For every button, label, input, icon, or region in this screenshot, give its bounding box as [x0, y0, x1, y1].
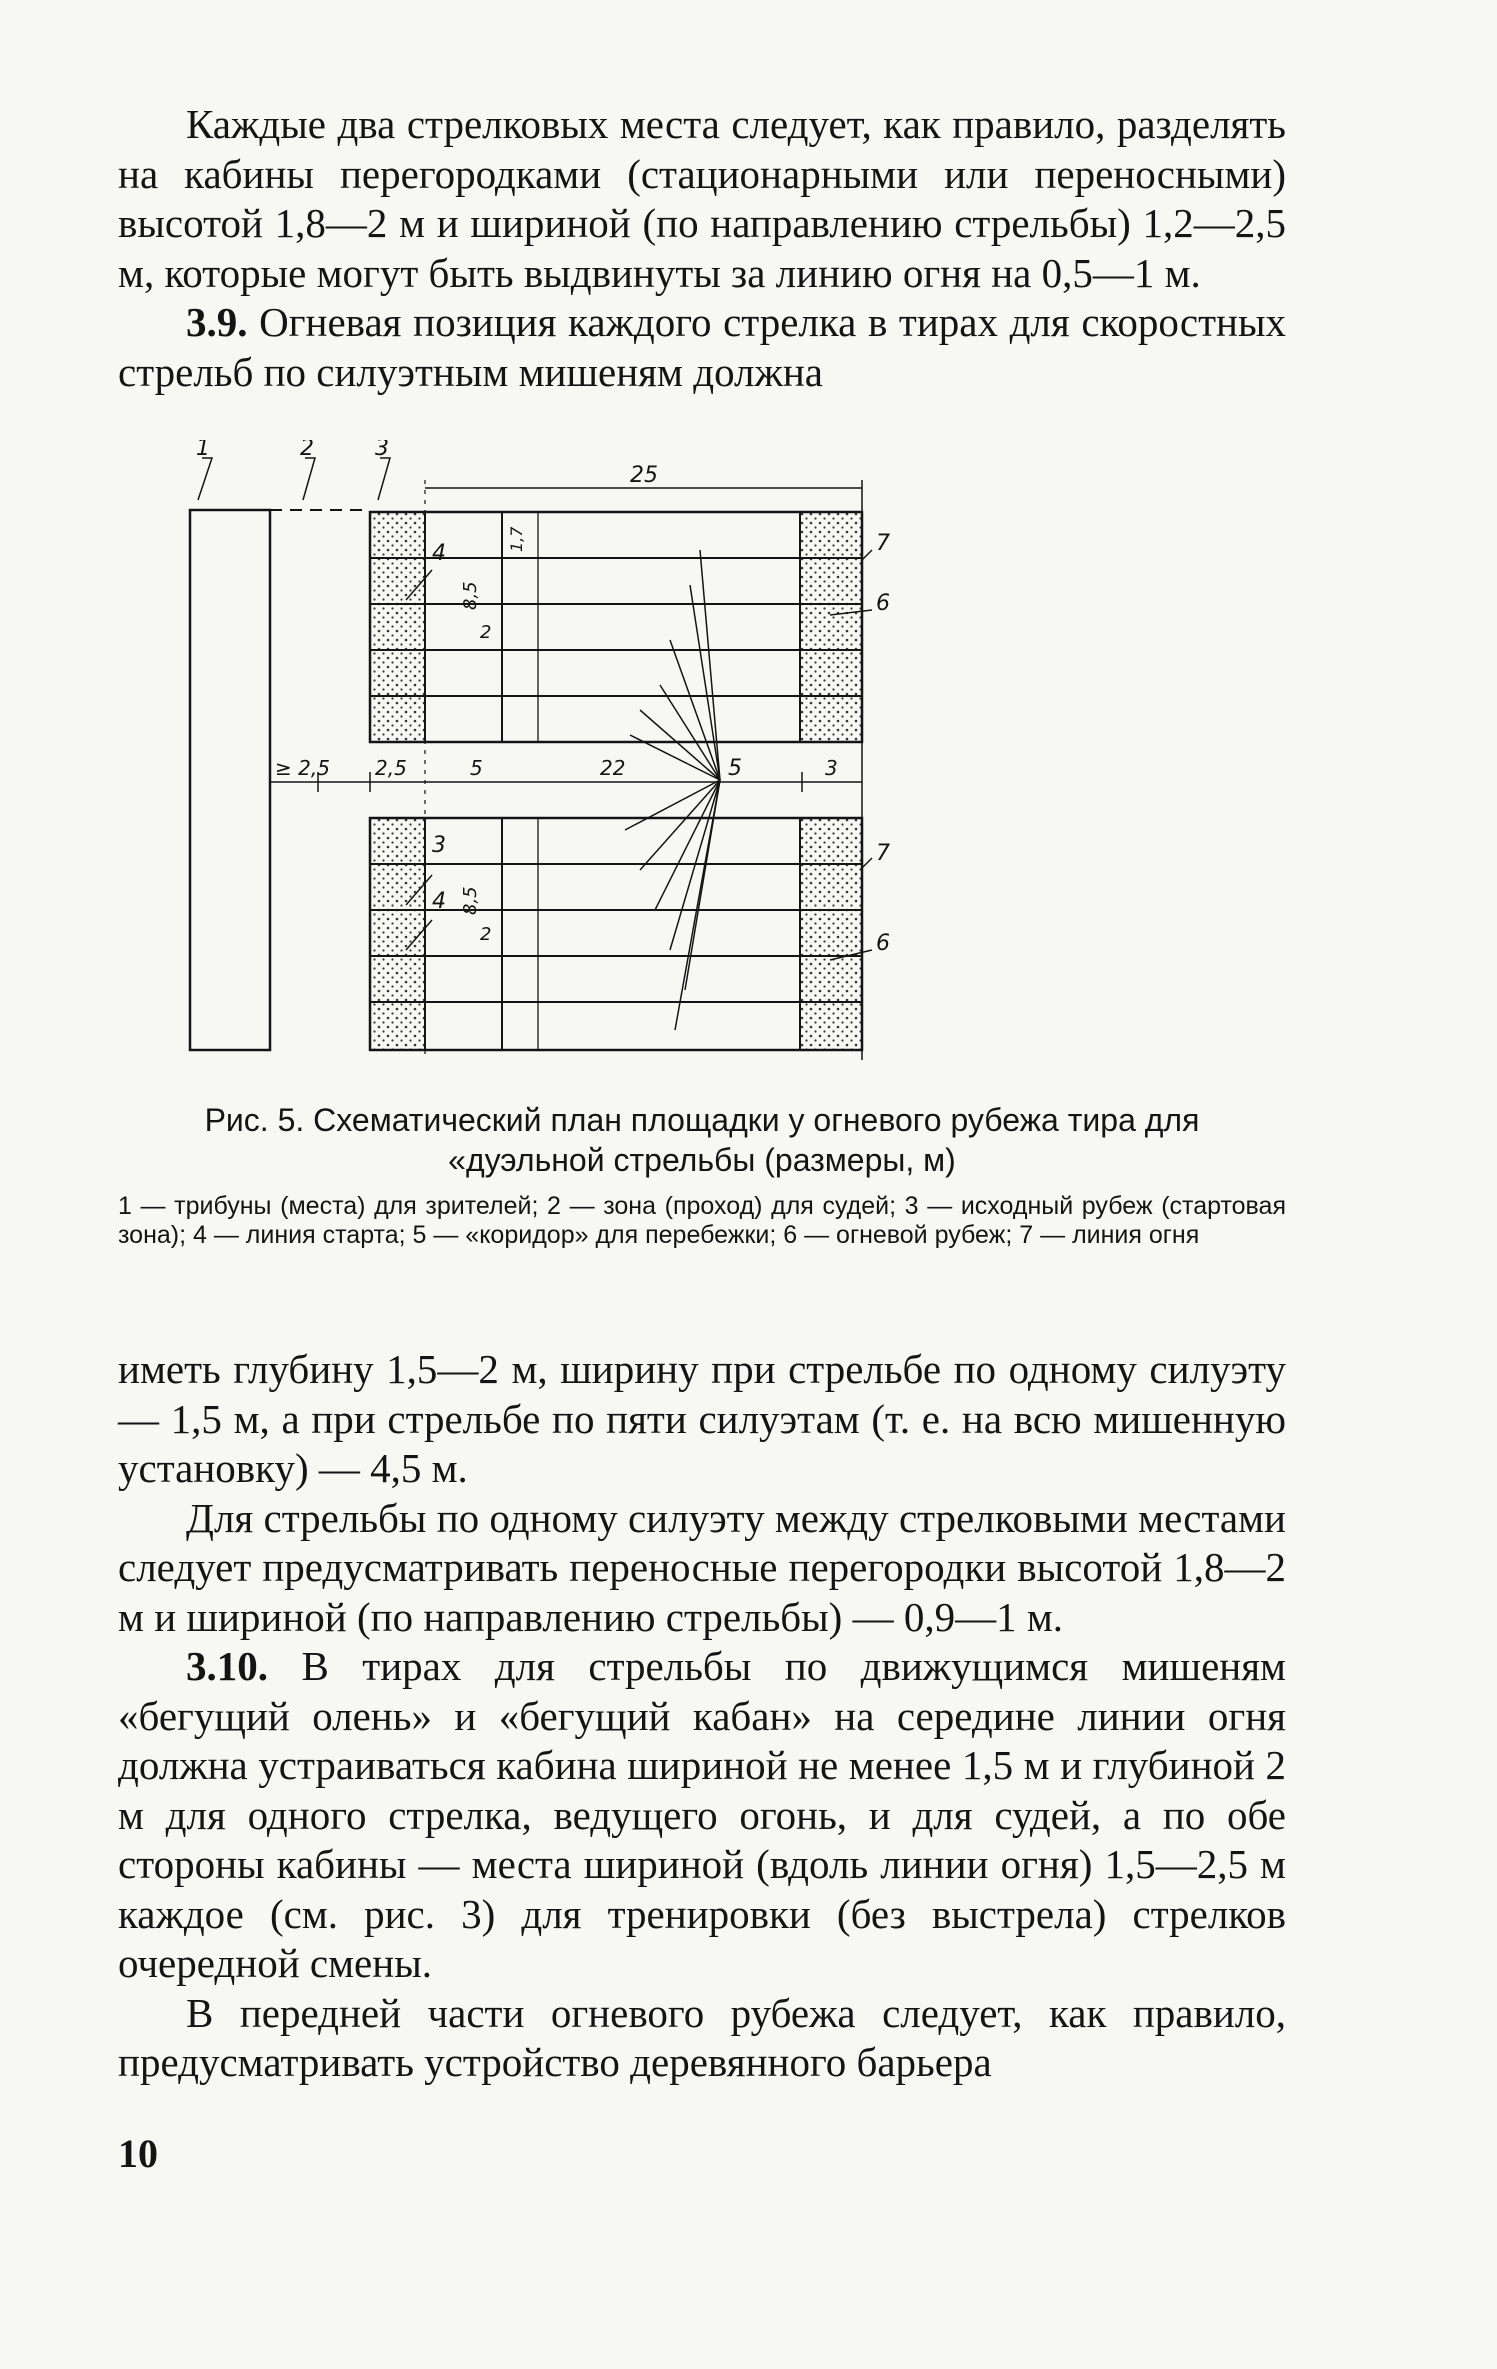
- dim-2-5: 2,5: [375, 756, 407, 780]
- bottom-text-block: [118, 1345, 1286, 2088]
- label-1: 1: [196, 440, 210, 461]
- paragraph-depth: иметь глубину 1,5—2 м, ширину при стрельбе по одному силуэту — 1,5 м, а при стрельбе по пяти силуэтам (т. е. на всю мишенную установку) — 4,5 м.: [118, 1346, 1286, 1491]
- paragraph-3-10: [118, 1642, 1286, 1989]
- dim-2-lower: 2: [480, 924, 492, 945]
- dim-3: 3: [825, 756, 838, 780]
- dim-ge-2-5: ≥ 2,5: [275, 756, 330, 780]
- label-4: 4: [432, 541, 446, 566]
- label-3: 3: [375, 440, 389, 461]
- paragraph-single-silhouette: Для стрельбы по одному силуэту между стрелковыми местами следует предусматривать переносные перегородки высотой 1,8—2 м и шириной (по направлению стрельбы) — 0,9—1 м.: [118, 1494, 1286, 1640]
- figure-5-plan-diagram: [170, 440, 1230, 1090]
- figure-legend: 1 — трибуны (места) для зрителей; 2 — зона (проход) для судей; 3 — исходный рубеж (стартовая зона); 4 — линия старта; 5 — «коридор» для перебежки; 6 — огневой рубеж; 7 — линия огня: [118, 1192, 1286, 1249]
- dim-2: 2: [480, 622, 492, 643]
- label-6: 6: [876, 591, 890, 616]
- dim-8-5-lower: 8,5: [460, 886, 481, 915]
- dim-8-5: 8,5: [460, 581, 481, 610]
- label-6-lower: 6: [876, 931, 890, 956]
- top-text-block: [118, 100, 1286, 397]
- caption-line-2: «дуэльной стрельбы (размеры, м): [448, 1142, 956, 1178]
- label-2: 2: [300, 440, 314, 461]
- dim-1-7: 1,7: [507, 526, 526, 552]
- label-4-lower: 4: [432, 889, 446, 914]
- label-3-lower: 3: [432, 833, 446, 858]
- paragraph-barrier: В передней части огневого рубежа следует, как правило, предусматривать устройство деревянного барьера: [118, 1989, 1286, 2085]
- caption-line-1: Рис. 5. Схематический план площадки у огневого рубежа тира для: [204, 1102, 1200, 1138]
- figure-caption: [118, 1100, 1286, 1180]
- dim-5: 5: [470, 756, 483, 780]
- section-number-3-10: 3.10.: [186, 1643, 268, 1689]
- spectator-stands: [190, 510, 270, 1050]
- paragraph-3-9: [118, 298, 1286, 397]
- dim-25: 25: [630, 463, 658, 488]
- label-7: 7: [876, 531, 890, 556]
- corridor-fan-lines: [625, 550, 720, 1030]
- paragraph-3-10-text: В тирах для стрельбы по движущимся мишеням «бегущий олень» и «бегущий кабан» на середине линии огня должна устраиваться кабина шириной не менее 1,5 м и глубиной 2 м для одного стрелка, ведущего огонь, и для судей, а по обе стороны кабины — места шириной (вдоль линии огня) 1,5—2,5 м каждое (см. рис. 3) для тренировки (без выстрела) стрелков очередной смены.: [118, 1643, 1287, 1986]
- paragraph-3-9-text: Огневая позиция каждого стрелка в тирах для скоростных стрельб по силуэтным мишеням должна: [118, 299, 1286, 395]
- label-5: 5: [728, 756, 742, 781]
- section-number-3-9: 3.9.: [186, 299, 248, 345]
- page-number: 10: [118, 2131, 158, 2176]
- label-7-lower: 7: [876, 841, 890, 866]
- dim-22: 22: [600, 756, 626, 780]
- paragraph-partitions: Каждые два стрелковых места следует, как правило, разделять на кабины перегородками (стационарными или переносными) высотой 1,8—2 м и шириной (по направлению стрельбы) 1,2—2,5 м, которые могут быть выдвинуты за линию огня на 0,5—1 м.: [118, 101, 1286, 296]
